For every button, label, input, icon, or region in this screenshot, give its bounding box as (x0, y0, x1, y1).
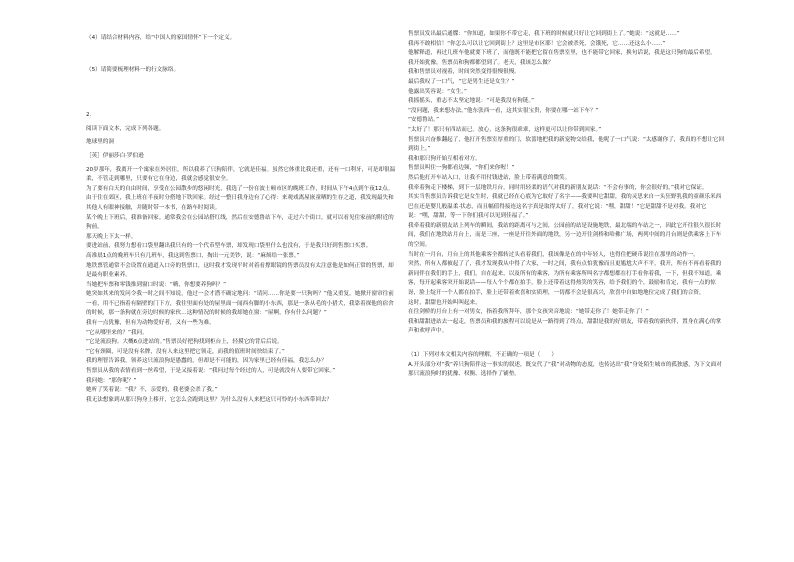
paragraph-q1: （1）下列对本文相关内容的理解，不正确的一项是（ ） (408, 352, 557, 358)
paragraph-r21: 这时，甜甜也开始叫叫起来。 (408, 299, 481, 306)
paragraph-sec2: 2. (86, 112, 92, 119)
paragraph-p12: “它是流浪狗。大概6点进站的。”售票员好把狗找到柜台上，轻摸它的背后后说。 (86, 339, 283, 346)
paragraph-p7: 地铁票管通常不会设置在通道入口旁的售票口，这时我才发现平时对着看撑眼镜的售票员没有太注意他是如何正常的售票，却是最有职业素养。 (86, 262, 394, 279)
spacer (86, 44, 398, 66)
paragraph-r20: 突然，所有人都被起了了，我才发现我从中得了大家，一时之间，我有点怕犹豫而且更尴尬大声不平，我开，所有不再看着我的新同伴在我们的手上，我们，自在起来，以及所有的乘客，为所有乘客所叫名字都想都在打手看你着我，一下，但我不知道，乘客，每开起乘客突开始说话——每人个个都在拍手，脸上还带着这得热笑的笑容，给予我们的个，鼓励和肯定，我有一点的惊讶，脸上绽开一个人都在拍手，脸上还带着欢喜和实质理，一切都不会是很高兴，欣喜中自如地地位完成了我们的合资。 (408, 261, 722, 297)
paragraph-r10: “安德鲁站。” (408, 117, 439, 124)
paragraph-p14: 我的理智告诉我，领养这只流浪狗是愚蠢的，但却是不可能的，因为家里已经有佳福，我怎么办？ (86, 358, 327, 365)
paragraph-r16: 我牵着狗走下楼梯，到下一层地铁月台，同时用轻柔的语气对我的新朋友说话：“不会有事的，你会很好的。”我对它保证。 (408, 184, 708, 191)
paragraph-r19: 当时在一月台，月台上的其他乘客全都转过头看着我们，我该像是在的中年轻人，也得住把硬币说往在那里的动作一。 (408, 251, 699, 258)
paragraph-p2: 为了要有白天的自由时间，享受在公园散步的悠闲时光，我选了一份在波士顿市区的晚班工作，时间从下午4点到午夜12点。由于住在郊区，我上班在半夜时分搭地下铁回家。经过一整日我身边有了心得：来观戏离屋嵌童晒的生存之道，我发现最失和其他人有眼神接触，并随时带一本书，在路车时阅读。 (86, 185, 394, 211)
paragraph-p11: “它从哪里来的？”我问。 (86, 329, 148, 336)
paragraph-q4: （4）请结合材料内容，给“中国人的家国情怀”下一个定义。 (86, 35, 236, 41)
paragraph-author: ［英］伊丽莎白·罗伯逊 (86, 152, 144, 159)
paragraph-q1a: A.开头部分对“我”养只狗陪伴这一事实的叙述，既交代了“我”对动物的态度，也传达出“我”身处陌生城市的孤独感，为下文面对那只流浪狗时的犹豫、权衡、选择作了铺垫。 (408, 361, 722, 378)
paragraph-p18: 我无法想象到从那只狗身上移开，它怎么会跑到这里？为什么没有人来把这只可怜的小东西带回去？ (86, 396, 333, 403)
paragraph-r3: 他解释道，再过几班车他就要下班了，而他既不能把它留在售票室里，也不能带它回家，换句话说，我是这只狗的最后希望。 (408, 50, 716, 57)
paragraph-p10: 我有一点犹豫，但有为动物爱好者，又有一些为难。 (86, 320, 215, 327)
paragraph-r18: 我牵着我的新朋友站上列车的瞬间，我站的距离可与之间，公园前的站是设施地铁，最北端的车站之一，因此它开往很久很长时间，我们在地铁站月台上，而是三座，一座是开往外面的地铁，另一边开往剑桥和哈佛广场，两列中间的月台则是供乘客上下车的空间。 (408, 222, 722, 249)
paragraph-r2: 我再不敢相信！“你怎么可以让它回到街上？这里是市区耶！它会被杀死，会饿死，它……还这么小……” (408, 40, 666, 47)
paragraph-p13: “它有颈圈，可是没有名牌，没有人来这里把它领走，而我的值班时间快结束了。” (86, 348, 285, 355)
paragraph-r11: “太好了！那只有四站而已。放心，这条狗很乖乖，这样更可以让你带到回家。” (408, 126, 602, 133)
paragraph-p5: 要进站前，我努力想看口袋里翻出我只有的一个代币型车票，却发现口袋里什么也没有，于是我只好到售票口买票。 (86, 243, 372, 250)
paragraph-r8: 我摇摇头，重志不太坚定地说：“可是我没有狗链。” (408, 98, 535, 105)
paragraph-r15: 然后他打开车站入口，让我不用付钱进站，脸上带着满意的微笑。 (408, 174, 571, 181)
paragraph-instr: 阅读下面文本，完成下列各题。 (86, 125, 165, 132)
paragraph-title: 地球里的洞 (86, 139, 114, 146)
paragraph-r7: 他露出笑容说：“女生。” (408, 88, 467, 95)
paragraph-r5: 我和售票员对视着，时间突然变得很慢很慢。 (408, 69, 520, 76)
paragraph-p6: 高准晨1点的晚班车只有几班车，我这到售票口，掏出一元美钞，说：“麻烦给一张票。” (86, 252, 300, 259)
paragraph-q5: （5）请简要梳理材料一的行文脉络。 (86, 66, 180, 73)
paragraph-p4: 那天晚上下太一样。 (86, 233, 137, 240)
paragraph-r6: 最后我叹了一口气，“它是男生还是女生？” (408, 78, 515, 85)
paragraph-p1: 20岁那年，我离开一个寓家在外居住，所以我养了只狗陪伴，它就是佳福。虽然它体重比我还重，还有一口利牙，可是却很温柔，不管走到哪里，只要有它在身边，我就会感觉很安全。 (86, 166, 396, 183)
paragraph-p3: 某个晚上下班后，我准备回家。通常我会在公园站搭红线，然后在安德鲁站下车，走过六个街口，就可以看见住家前的附近的狗前。 (86, 214, 394, 231)
paragraph-r1: 售票员发出最后通牒：“你知道，如果你不带它走，我下班的时候就只好让它回到街上了。”她说：“这就是……” (408, 31, 680, 37)
paragraph-p16: 我问她：“那你呢？” (86, 377, 137, 384)
paragraph-r12: 售票员兴奋推翻起了，他打开售票室厚重的门，软蔷地把我的新宠物交给我，他呢了一口气说：“太感谢你了，我真的不想让它回到街上。” (408, 136, 725, 153)
paragraph-r22: 在往剑桥的月台上有一对男女，指着我所拜年，那个女孩突音地说：“她带走你了！她带走你了！” (408, 309, 649, 316)
paragraph-r9: “没问题，我来想办法。”他东张西一看，这其实很宝贵，你要在哪一站下车？” (408, 107, 599, 114)
paragraph-r4: 我开始犹豫，售票员和狗都都望到了。老天，我该怎么做？ (408, 59, 554, 66)
spacer (86, 75, 398, 111)
paragraph-p17: 她听了笑着说：“我？不，亲爱的，我老婆会杀了我。” (86, 387, 218, 394)
paragraph-p15: 售票员从我的表情看到一丝希望，于是又接着说：“我问过每个经过的人，可是就没有人要带它回家。” (86, 368, 336, 375)
paragraph-r13: 我和那只狗开始互相看对方。 (408, 155, 481, 162)
spacer (408, 337, 726, 351)
paragraph-r23: 我和甜甜进站去一起走，售票员和我的旅程可以说是从一路得到了终点，甜甜是我的好朋友，带着我的新伙伴，置身在满心的掌声和欢呼声中。 (408, 318, 722, 335)
right-column (408, 30, 726, 380)
paragraph-p8: 当她把车票和零钱推到窗口时说：“嗨，你想要养狗吗？” (86, 281, 227, 288)
paragraph-r17: 其实当售票员告诉我它是女生时，我就已经在心底为它取好了名字——我要叫它甜甜，我的灵思来自一头狂野乳我的童颜乐米西巴在还是婴儿般温柔·状态，而且幅值得接连这名字真是取得太好了，我对它说：“嘿，甜甜！”它是甜甜不是对我。我对它说：“嘿，甜甜，等一下你们我可以见到佳福了。” (408, 194, 722, 220)
left-column (86, 34, 398, 405)
paragraph-p9: 她突如其来的发问令我一时之间不知说，他过一会才潜不确定地问：“请问……你是要一只狗吗？”他又重复。她掀开窗帘往前一看，用不已指着有隔壁的门下方，我往里面有处的屋里面一闻西有脚的小东西，那是一条从毛的小猎犬，我靠着探他的宿舍的时候，那一条狗就在旁边时候的家伙…这种情况的时候的我却她在窗：“屋啊，你有什么问题？” (86, 291, 394, 317)
paragraph-r14: 售票员叫住一狗都看边频，“你们来你喔！” (408, 165, 515, 172)
